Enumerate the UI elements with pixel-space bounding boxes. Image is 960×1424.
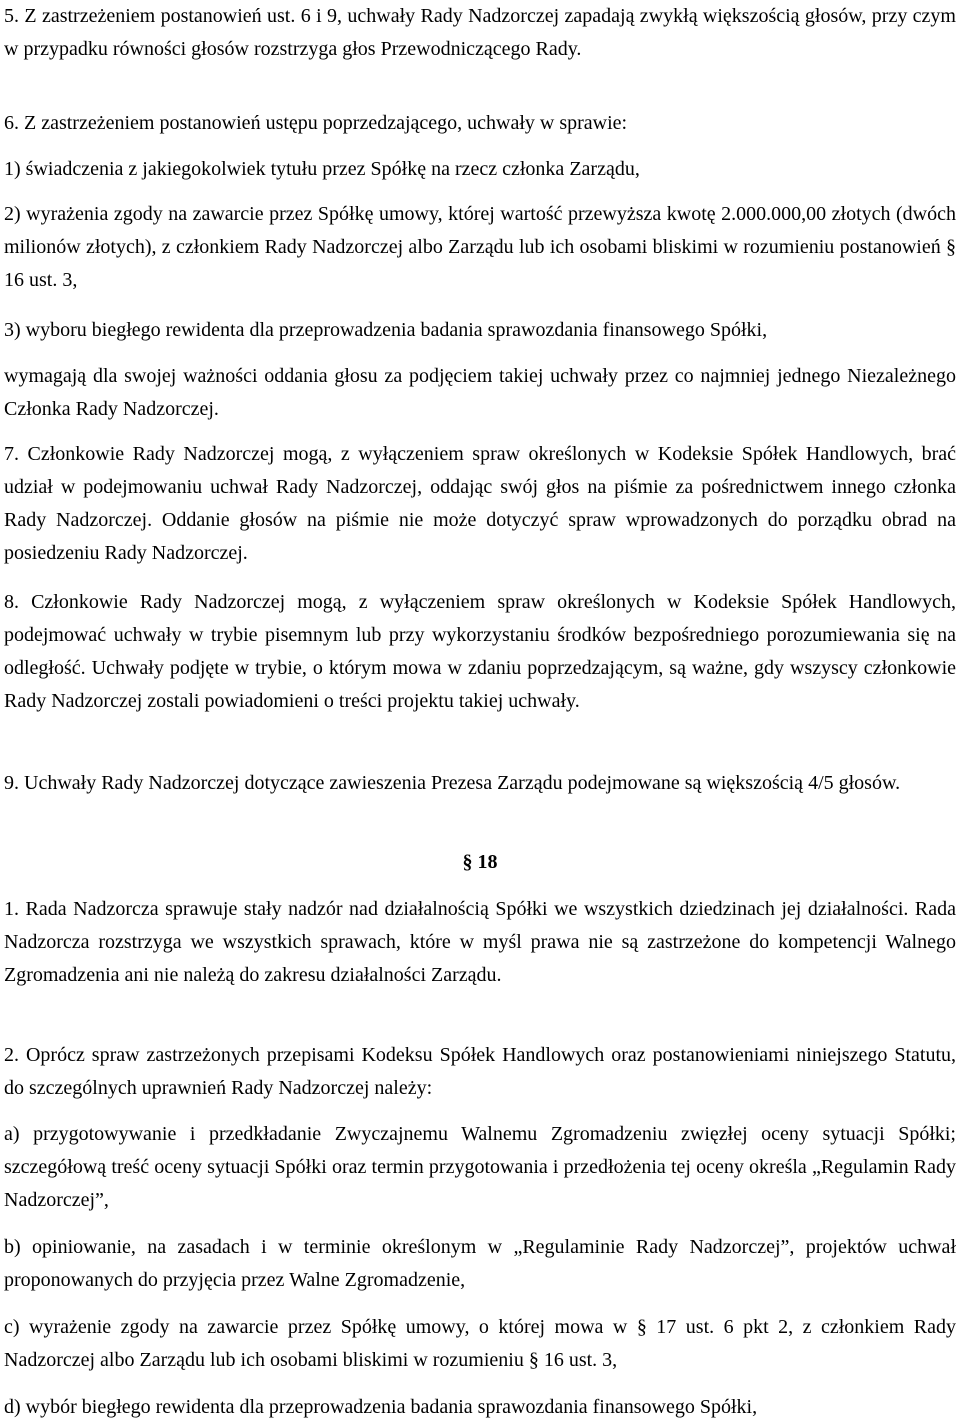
section-paragraph-1: 1. Rada Nadzorcza sprawuje stały nadzór nad działalnością Spółki we wszystkich dziedzinach jej działalności. Rada Nadzorcza rozstrzyga we wszystkich sprawach, które w myśl prawa nie są zastrzeżone do kompetencji Walnego Zgromadzenia ani nie należą do zakresu działalności Zarządu. — [4, 898, 956, 986]
section-item-c: c) wyrażenie zgody na zawarcie przez Spółkę umowy, o której mowa w § 17 ust. 6 pkt 2, z członkiem Rady Nadzorczej albo Zarządu lub ich osobami bliskimi w rozumieniu § 16 ust. 3, — [4, 1316, 956, 1371]
paragraph-6-item-2: 2) wyrażenia zgody na zawarcie przez Spółkę umowy, której wartość przewyższa kwotę 2.000.000,00 złotych (dwóch milionów złotych), z członkiem Rady Nadzorczej albo Zarządu lub ich osobami bliskimi w rozumieniu postanowień § 16 ust. 3, — [4, 203, 956, 291]
paragraph-7: 7. Członkowie Rady Nadzorczej mogą, z wyłączeniem spraw określonych w Kodeksie Spółek Handlowych, brać udział w podejmowaniu uchwał Rady Nadzorczej, oddając swój głos na piśmie za pośrednictwem innego członka Rady Nadzorczej. Oddanie głosów na piśmie nie może dotyczyć spraw wprowadzonych do porządku obrad na posiedzeniu Rady Nadzorczej. — [4, 443, 956, 564]
paragraph-8: 8. Członkowie Rady Nadzorczej mogą, z wyłączeniem spraw określonych w Kodeksie Spółek Handlowych, podejmować uchwały w trybie pisemnym lub przy wykorzystaniu środków bezpośredniego porozumiewania się na odległość. Uchwały podjęte w trybie, o którym mowa w zdaniu poprzedzającym, są ważne, gdy wszyscy członkowie Rady Nadzorczej zostali powiadomieni o treści projektu takiej uchwały. — [4, 591, 956, 712]
paragraph-5: 5. Z zastrzeżeniem postanowień ust. 6 i 9, uchwały Rady Nadzorczej zapadają zwykłą większością głosów, przy czym w przypadku równości głosów rozstrzyga głos Przewodniczącego Rady. — [4, 5, 956, 60]
section-item-a: a) przygotowywanie i przedkładanie Zwyczajnemu Walnemu Zgromadzeniu zwięzłej oceny sytuacji Spółki; szczegółową treść oceny sytuacji Spółki oraz termin przygotowania i przedłożenia tej oceny określa „Regulamin Rady Nadzorczej”, — [4, 1123, 956, 1211]
paragraph-6-item-1: 1) świadczenia z jakiegokolwiek tytułu przez Spółkę na rzecz członka Zarządu, — [4, 158, 640, 180]
section-item-b: b) opiniowanie, na zasadach i w terminie określonym w „Regulaminie Rady Nadzorczej”, projektów uchwał proponowanych do przyjęcia przez Walne Zgromadzenie, — [4, 1236, 956, 1291]
section-heading: § 18 — [462, 851, 498, 873]
section-item-d: d) wybór biegłego rewidenta dla przeprowadzenia badania sprawozdania finansowego Spółki, — [4, 1396, 758, 1418]
section-paragraph-2: 2. Oprócz spraw zastrzeżonych przepisami Kodeksu Spółek Handlowych oraz postanowieniami niniejszego Statutu, do szczególnych uprawnień Rady Nadzorczej należy: — [4, 1044, 956, 1099]
paragraph-6-conclusion: wymagają dla swojej ważności oddania głosu za podjęciem takiej uchwały przez co najmniej jednego Niezależnego Członka Rady Nadzorczej. — [4, 365, 956, 420]
paragraph-6: 6. Z zastrzeżeniem postanowień ustępu poprzedzającego, uchwały w sprawie: — [4, 112, 628, 134]
paragraph-9: 9. Uchwały Rady Nadzorczej dotyczące zawieszenia Prezesa Zarządu podejmowane są większością 4/5 głosów. — [4, 772, 901, 794]
paragraph-6-item-3: 3) wyboru biegłego rewidenta dla przeprowadzenia badania sprawozdania finansowego Spółki, — [4, 319, 768, 341]
